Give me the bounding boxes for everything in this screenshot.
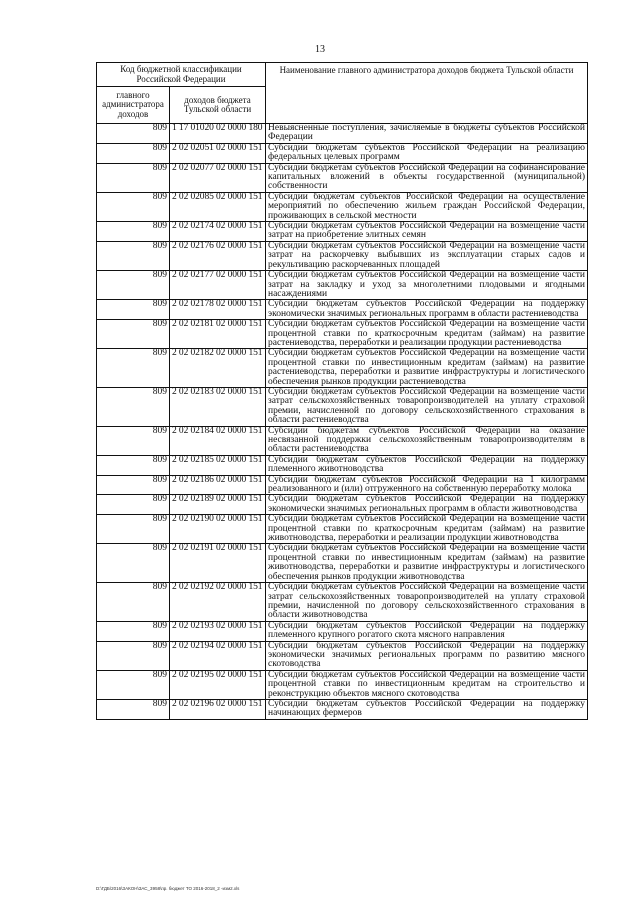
revenue-name-cell: Субсидии бюджетам субъектов Российской Федерации на поддержку начинающих фермеров [266, 699, 588, 719]
admin-code-cell: 809 [97, 349, 170, 388]
page-number: 13 [315, 44, 325, 55]
admin-code-cell: 809 [97, 387, 170, 426]
table-row [97, 222, 588, 242]
revenue-code-cell: 1 17 01020 02 0000 180 [170, 124, 266, 144]
revenue-code-cell: 2 02 02174 02 0000 151 [170, 222, 266, 242]
revenue-code-cell: 2 02 02177 02 0000 151 [170, 271, 266, 300]
revenue-name-cell: Субсидии бюджетам субъектов Российской Федерации на поддержку экономически значимых региональных программ в области растениеводства [266, 300, 588, 320]
revenue-name-cell: Субсидии бюджетам субъектов Российской Федерации на оказание несвязанной поддержки сельскохозяйственным товаропроизводителям в области растениеводства [266, 426, 588, 455]
revenue-code-cell: 2 02 02191 02 0000 151 [170, 544, 266, 583]
revenue-code-cell: 2 02 02193 02 0000 151 [170, 621, 266, 641]
table-row [97, 583, 588, 622]
admin-code-cell: 809 [97, 495, 170, 515]
revenue-name-cell: Субсидии бюджетам субъектов Российской Федерации на возмещение части процентной ставки по краткосрочным кредитам (займам) на развитие растениеводства, переработки и реализации продукции растениеводства [266, 320, 588, 349]
revenue-name-cell: Субсидии бюджетам субъектов Российской Федерации на возмещение части затрат сельскохозяйственных товаропроизводителей на уплату страховой премии, начисленной по договору сельскохозяйственного страхования в области животноводства [266, 583, 588, 622]
revenue-code-cell: 2 02 02185 02 0000 151 [170, 455, 266, 475]
admin-code-cell: 809 [97, 271, 170, 300]
table-row [97, 271, 588, 300]
admin-code-cell: 809 [97, 426, 170, 455]
admin-code-cell: 809 [97, 163, 170, 192]
revenue-code-cell: 2 02 02051 02 0000 151 [170, 143, 266, 163]
table-row [97, 300, 588, 320]
table-row [97, 163, 588, 192]
admin-code-cell: 809 [97, 320, 170, 349]
admin-code-cell: 809 [97, 515, 170, 544]
budget-classification-table [96, 62, 588, 720]
admin-code-cell: 809 [97, 621, 170, 641]
admin-code-cell: 809 [97, 641, 170, 670]
admin-code-cell: 809 [97, 192, 170, 221]
revenue-code-cell: 2 02 02183 02 0000 151 [170, 387, 266, 426]
table-header [97, 63, 588, 124]
revenue-name-cell: Субсидии бюджетам субъектов Российской Федерации на 1 килограмм реализованного и (или) отгруженного на собственную переработку молока [266, 475, 588, 495]
revenue-name-cell: Субсидии бюджетам субъектов Российской Федерации на возмещение части процентной ставки по инвестиционным кредитам на строительство и реконструкцию объектов мясного скотоводства [266, 670, 588, 699]
revenue-code-cell: 2 02 02195 02 0000 151 [170, 670, 266, 699]
admin-code-cell: 809 [97, 455, 170, 475]
revenue-code-cell: 2 02 02190 02 0000 151 [170, 515, 266, 544]
admin-code-cell: 809 [97, 222, 170, 242]
table-row [97, 143, 588, 163]
table-row [97, 349, 588, 388]
admin-code-cell: 809 [97, 143, 170, 163]
revenue-code-cell: 2 02 02194 02 0000 151 [170, 641, 266, 670]
table-row [97, 495, 588, 515]
table-body [97, 124, 588, 720]
revenue-code-cell: 2 02 02085 02 0000 151 [170, 192, 266, 221]
table-row [97, 621, 588, 641]
table-row [97, 544, 588, 583]
revenue-code-cell: 2 02 02192 02 0000 151 [170, 583, 266, 622]
table-row [97, 641, 588, 670]
revenue-name-cell: Субсидии бюджетам субъектов Российской Федерации на возмещение части затрат сельскохозяйственных товаропроизводителей на уплату страховой премии, начисленной по договору сельскохозяйственного страхования в области растениеводства [266, 387, 588, 426]
admin-code-cell: 809 [97, 241, 170, 270]
revenue-name-cell: Субсидии бюджетам субъектов Российской Федерации на возмещение части процентной ставки по инвестиционным кредитам (займам) на развитие растениеводства, переработки и развитие инфраструктуры и логистического обеспечения рынков продукции растениеводства [266, 349, 588, 388]
revenue-name-cell: Субсидии бюджетам субъектов Российской Федерации на возмещение части затрат на закладку и уход за многолетними плодовыми и ягодными насаждениями [266, 271, 588, 300]
revenue-code-cell: 2 02 02077 02 0000 151 [170, 163, 266, 192]
revenue-code-cell: 2 02 02186 02 0000 151 [170, 475, 266, 495]
header-chief-administrator: главного администратора доходов [97, 87, 170, 124]
revenue-code-cell: 2 02 02178 02 0000 151 [170, 300, 266, 320]
revenue-name-cell: Субсидии бюджетам субъектов Российской Федерации на поддержку племенного животноводства [266, 455, 588, 475]
revenue-code-cell: 2 02 02189 02 0000 151 [170, 495, 266, 515]
revenue-name-cell: Субсидии бюджетам субъектов Российской Федерации на софинансирование капитальных вложений в объекты государственной (муниципальной) собственности [266, 163, 588, 192]
admin-code-cell: 809 [97, 475, 170, 495]
revenue-name-cell: Субсидии бюджетам субъектов Российской Федерации на поддержку племенного крупного рогатого скота мясного направления [266, 621, 588, 641]
revenue-name-cell: Субсидии бюджетам субъектов Российской Федерации на возмещение части процентной ставки по инвестиционным кредитам (займам) на развитие животноводства, переработки и развитие инфраструктуры и логистического обеспечения рынков продукции животноводства [266, 544, 588, 583]
revenue-name-cell: Субсидии бюджетам субъектов Российской Федерации на возмещение части затрат на раскорчевку выбывших из эксплуатации старых садов и рекультивацию раскорчеванных площадей [266, 241, 588, 270]
file-path-footer: D:\ГДБ\2016\ЗАКОН\ЗАС_3958\пр. бюджет ТО 2016-2018_2 -изм2.xls [96, 886, 240, 891]
revenue-name-cell: Субсидии бюджетам субъектов Российской Федерации на возмещение части затрат на приобретение элитных семян [266, 222, 588, 242]
revenue-code-cell: 2 02 02184 02 0000 151 [170, 426, 266, 455]
table-row [97, 455, 588, 475]
table-row [97, 670, 588, 699]
revenue-name-cell: Субсидии бюджетам субъектов Российской Федерации на реализацию федеральных целевых программ [266, 143, 588, 163]
header-administrator-name: Наименование главного администратора доходов бюджета Тульской области [266, 63, 588, 124]
header-budget-code: Код бюджетной классификации Российской Федерации [97, 63, 266, 87]
revenue-code-cell: 2 02 02181 02 0000 151 [170, 320, 266, 349]
table-row [97, 475, 588, 495]
admin-code-cell: 809 [97, 583, 170, 622]
revenue-name-cell: Субсидии бюджетам субъектов Российской Федерации на поддержку экономически значимых региональных программ по развитию мясного скотоводства [266, 641, 588, 670]
table-row [97, 192, 588, 221]
revenue-name-cell: Невыясненные поступления, зачисляемые в бюджеты субъектов Российской Федерации [266, 124, 588, 144]
header-revenue-code: доходов бюджета Тульской области [170, 87, 266, 124]
revenue-name-cell: Субсидии бюджетам субъектов Российской Федерации на возмещение части процентной ставки по краткосрочным кредитам (займам) на развитие животноводства, переработки и реализации продукции животноводства [266, 515, 588, 544]
table-row [97, 699, 588, 719]
revenue-name-cell: Субсидии бюджетам субъектов Российской Федерации на осуществление мероприятий по обеспечению жильем граждан Российской Федерации, проживающих в сельской местности [266, 192, 588, 221]
table-row [97, 426, 588, 455]
revenue-code-cell: 2 02 02176 02 0000 151 [170, 241, 266, 270]
table-row [97, 515, 588, 544]
table-row [97, 387, 588, 426]
revenue-code-cell: 2 02 02196 02 0000 151 [170, 699, 266, 719]
table-row [97, 320, 588, 349]
revenue-name-cell: Субсидии бюджетам субъектов Российской Федерации на поддержку экономически значимых региональных программ в области животноводства [266, 495, 588, 515]
table-row [97, 241, 588, 270]
admin-code-cell: 809 [97, 124, 170, 144]
revenue-code-cell: 2 02 02182 02 0000 151 [170, 349, 266, 388]
admin-code-cell: 809 [97, 699, 170, 719]
admin-code-cell: 809 [97, 670, 170, 699]
table-row [97, 124, 588, 144]
admin-code-cell: 809 [97, 544, 170, 583]
admin-code-cell: 809 [97, 300, 170, 320]
